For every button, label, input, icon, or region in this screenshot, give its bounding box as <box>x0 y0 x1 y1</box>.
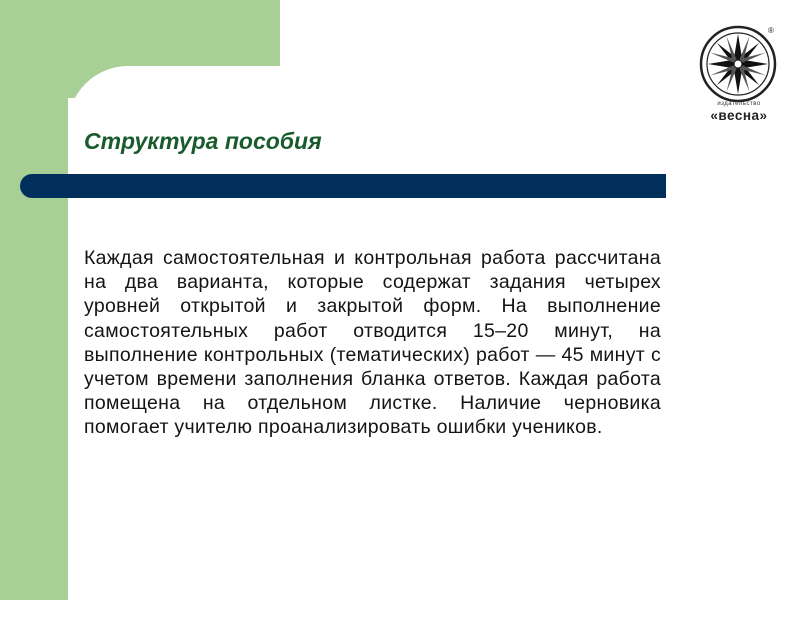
star-emblem-icon <box>698 24 778 104</box>
slide-body-text: Каждая самостоятельная и контрольная работа рассчитана на два варианта, которые содержат задания четырех уровней открытой и закрытой форм. На выполнение самостоятельных работ отводится 15–20 минут, на выполнение контрольных (тематических) работ — 45 минут с учетом времени заполнения бланка ответов. Каждая работа помещена на отдельном листке. Наличие черновика помогает учителю проанализировать ошибки учеников. <box>84 247 661 439</box>
slide-title: Структура пособия <box>84 128 322 154</box>
registered-mark: ® <box>768 26 774 35</box>
title-divider-bar <box>20 174 666 198</box>
publisher-name: «весна» <box>710 108 768 123</box>
publisher-caption: издательство <box>717 101 761 107</box>
